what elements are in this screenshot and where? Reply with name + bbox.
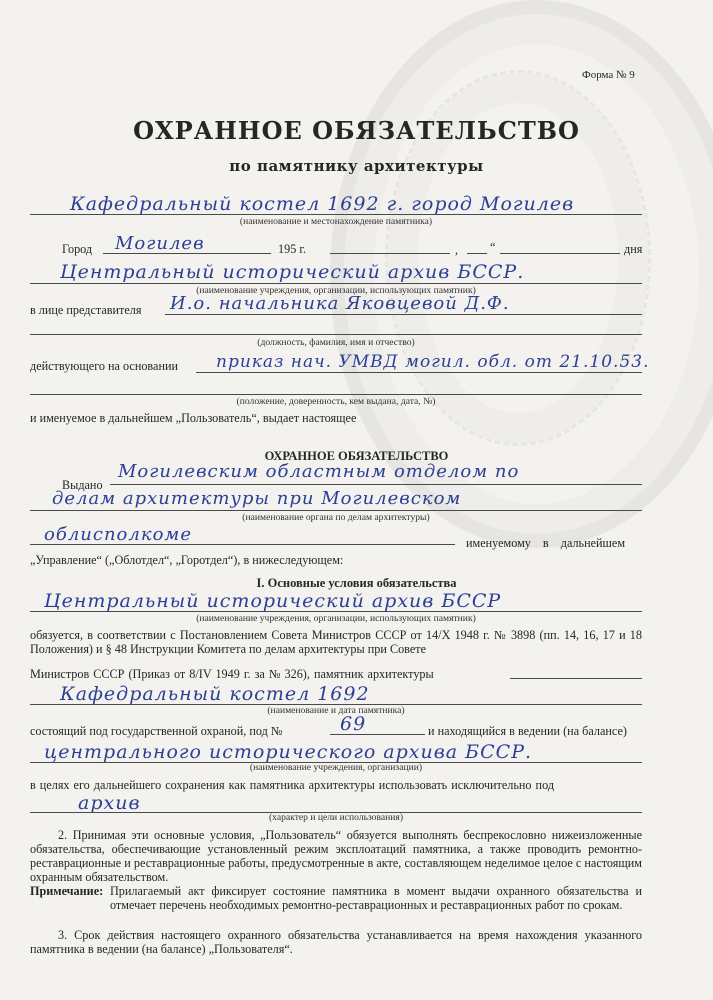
state-number-handwritten: 69 — [340, 713, 367, 735]
monument-line — [30, 214, 642, 215]
issued-label: Выдано — [62, 478, 103, 492]
user-org2-line — [30, 611, 642, 612]
point-2-paragraph: 2. Принимая эти основные условия, „Пользователь“ обязуется выполнять беспрекословно нижеизложенные обязательства, обеспечивающие установленный режим эксплоатаций памятника, а также проводить ремонтно-реставрационные и реставрационные работы, предусмотренные в акте, составляющем неделимое целое с настоящим охранным обязательством. — [30, 828, 642, 884]
named-label: именуемому в дальнейшем — [466, 536, 626, 550]
city-line — [103, 253, 271, 254]
caption-usage: (характер и цели использования) — [268, 812, 404, 823]
caption-issued: (наименование органа по делам архитектуры) — [242, 512, 430, 523]
usage-handwritten: архив — [78, 792, 141, 814]
document-subtitle: по памятнику архитектуры — [229, 157, 484, 175]
user-org-handwritten: Центральный исторический архив БССР. — [60, 261, 525, 283]
basis-line — [196, 372, 642, 373]
basis-handwritten: приказ нач. УМВД могил. обл. от 21.10.53. — [216, 352, 650, 372]
note-label: Примечание: — [30, 884, 104, 898]
state-number-line — [330, 734, 425, 735]
state-label: состоящий под государственной охраной, под № — [30, 724, 283, 738]
rep-line-2 — [30, 334, 642, 335]
basis-line-2 — [30, 394, 642, 395]
state-label-2: и находящийся в ведении (на балансе) — [428, 724, 627, 738]
obliged-line — [510, 678, 642, 679]
date-line-2 — [467, 253, 487, 254]
note-text: Прилагаемый акт фиксирует состояние памятника в момент выдачи охранного обязательства и отмечает перечень необходимых ремонтно-реставрационных и реставрационных работ по срокам. — [110, 884, 642, 912]
issued-handwritten-2: делам архитектуры при Могилевском — [52, 488, 462, 509]
hereinafter-text: и именуемое в дальнейшем „Пользователь“, выдает настоящее — [30, 411, 357, 425]
city-handwritten: Могилев — [115, 233, 205, 254]
caption-user-org: (наименование учреждения, организации, использующих памятник) — [196, 285, 476, 296]
caption-monument2: (наименование и дата памятника) — [267, 705, 405, 716]
user-org-line — [30, 283, 642, 284]
issued-line-3 — [30, 544, 455, 545]
obliged-paragraph: обязуется, в соответствии с Постановлением Совета Министров СССР от 14/X 1948 г. № 3898 (пп. 14, 16, 17 и 18 Положения) и § 48 Инструкции Комитета по делам архитектуры при Совете — [30, 628, 642, 656]
date-line-3 — [500, 253, 620, 254]
year-label: 195 г. — [278, 242, 306, 256]
basis-label: действующего на основании — [30, 359, 179, 373]
issued-line-1 — [110, 484, 642, 485]
rep-handwritten: И.о. начальника Яковцевой Д.Ф. — [170, 293, 510, 314]
section1-title: I. Основные условия обязательства — [256, 576, 457, 590]
date-comma: , — [455, 243, 459, 257]
purpose-text: в целях его дальнейшего сохранения как памятника архитектуры использовать исключительно под — [30, 778, 555, 792]
rep-line — [165, 314, 642, 315]
document-title: ОХРАННОЕ ОБЯЗАТЕЛЬСТВО — [133, 116, 580, 145]
caption-basis: (положение, доверенность, кем выдана, дата, №) — [236, 396, 436, 407]
date-line-1 — [330, 253, 450, 254]
rep-label: в лице представителя — [30, 303, 142, 317]
custodian-handwritten: центрального исторического архива БССР. — [44, 741, 533, 763]
caption-monument: (наименование и местонахождение памятника) — [239, 216, 433, 227]
issued-handwritten-3: облисполкоме — [44, 524, 193, 545]
caption-custodian: (наименование учреждения, организации) — [249, 762, 423, 773]
form-number: Форма № 9 — [582, 69, 635, 81]
obliged-paragraph-end: Министров СССР (Приказ от 8/IV 1949 г. за № 326), памятник архитектуры — [30, 667, 434, 681]
issued-line-2 — [30, 510, 642, 511]
section-title: ОХРАННОЕ ОБЯЗАТЕЛЬСТВО — [264, 449, 449, 463]
caption-rep: (должность, фамилия, имя и отчество) — [257, 337, 415, 348]
management-line: „Управление“ („Облотдел“, „Горотдел“), в нижеследующем: — [30, 553, 344, 567]
city-label: Город — [62, 242, 93, 256]
monument2-handwritten: Кафедральный костел 1692 — [60, 683, 370, 705]
point-3-paragraph: 3. Срок действия настоящего охранного обязательства устанавливается на время нахождения указанного памятника в ведении (на балансе) „Пользователя“. — [30, 928, 642, 956]
issued-handwritten-1: Могилевским областным отделом по — [118, 461, 520, 482]
user-org2-handwritten: Центральный исторический архив БССР — [44, 590, 502, 612]
date-quote: “ — [490, 240, 496, 254]
day-label: дня — [624, 242, 643, 256]
caption-user-org2: (наименование учреждения, организации, использующих памятник) — [196, 613, 476, 624]
monument-handwritten: Кафедральный костел 1692 г. город Могилев — [70, 193, 575, 215]
